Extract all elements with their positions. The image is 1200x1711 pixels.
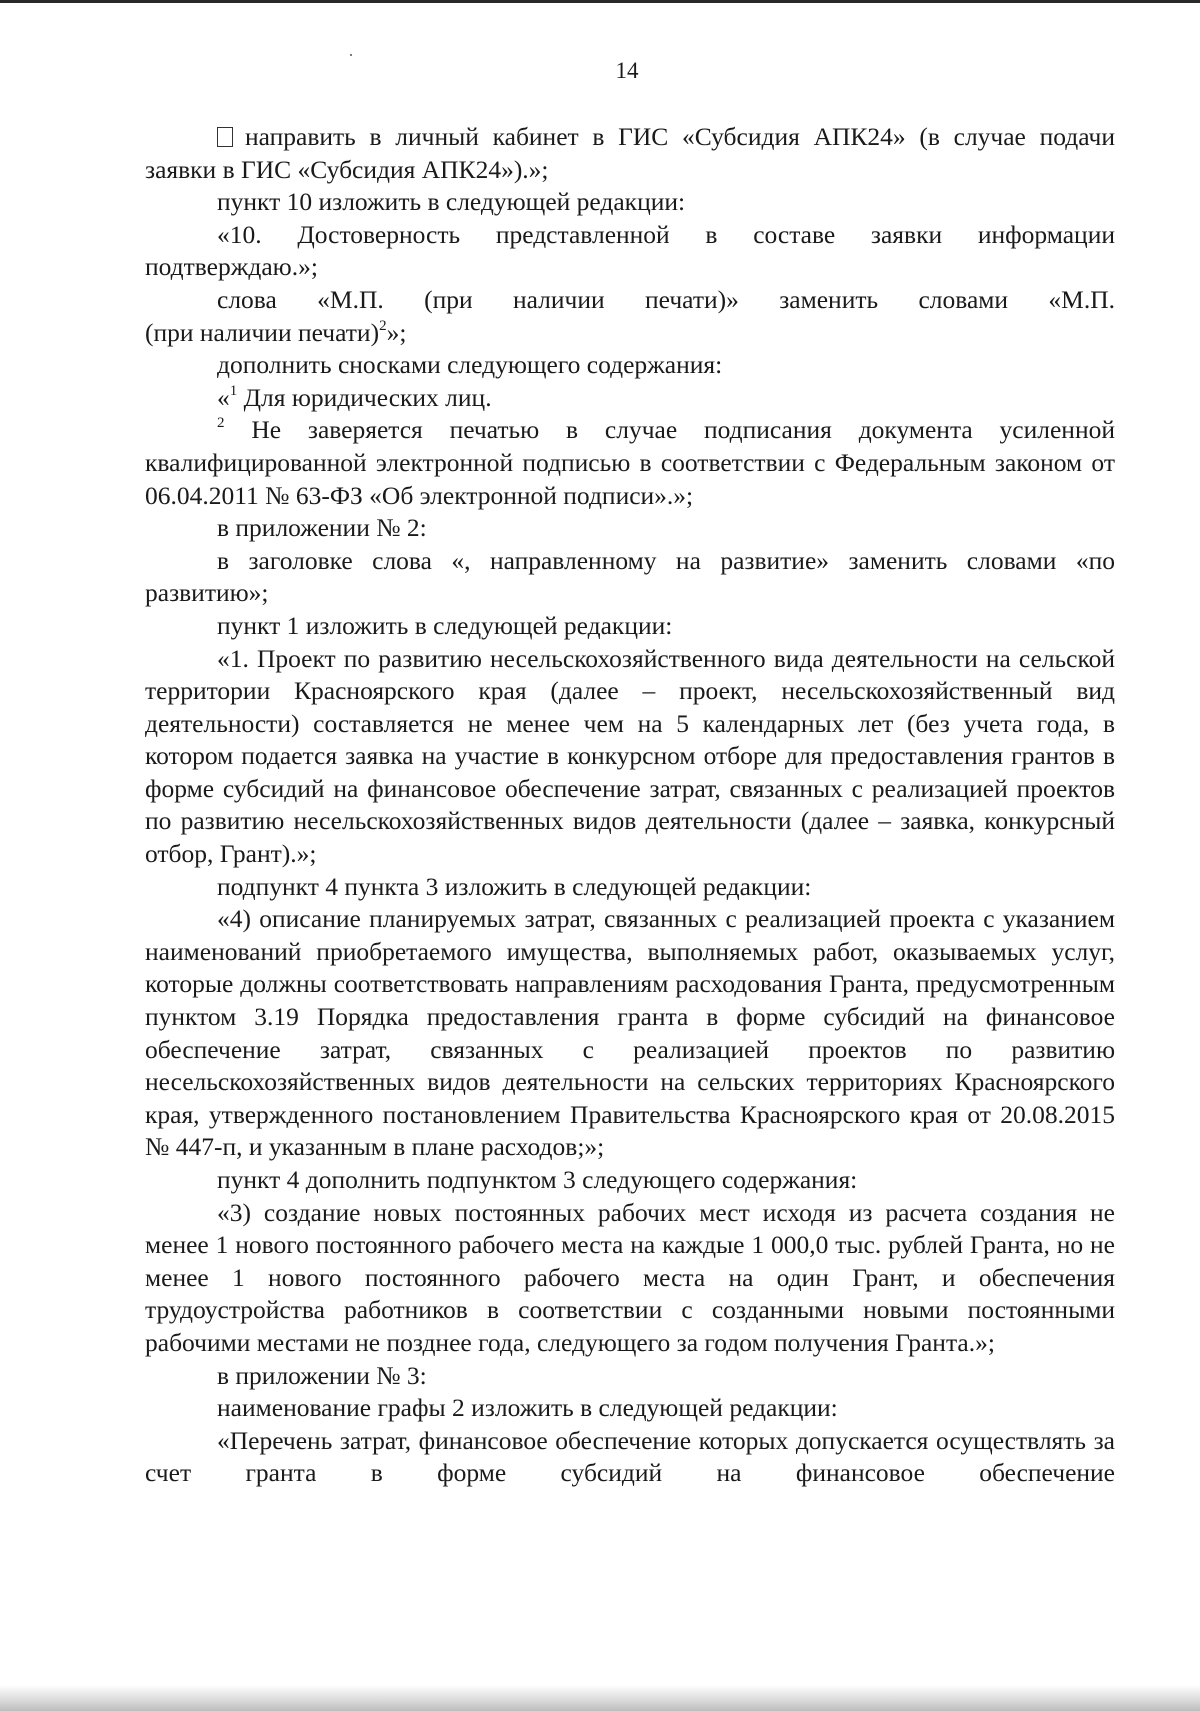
paragraph-appendix-2: в приложении № 2: [217,513,427,543]
paragraph-replace-mp-line1: слова «М.П. (при наличии печати)» заменить словами «М.П. [217,284,1115,314]
paragraph-item-4-add: пункт 4 дополнить подпунктом 3 следующего содержания: [217,1165,858,1194]
scan-bottom-shadow [0,1685,1200,1711]
paragraph-subitem-4-text: «4) описание планируемых затрат, связанных с реализацией проекта с указанием наименований приобретаемого имущества, выполняемых работ, оказываемых услуг, которые должны соответствовать направлениям расходования Гранта, предусмотренным пунктом 3.19 Порядка предоставления гранта в форме субсидий на финансовое обеспечение затрат, связанных с реализацией проектов по развитию несельскохозяйственных видов деятельности на сельских территориях Красноярского края, утвержденного постановлением Правительства Красноярского края от 20.08.2015 № 447-п, и указанным в плане расходов;»; [145,904,1115,1162]
paragraph-text: (при наличии печати) [145,317,380,347]
paragraph-footnote-1 [145,382,1115,415]
paragraph-column-2-heading: наименование графы 2 изложить в следующей редакции: [217,1393,838,1423]
paragraph-heading-replace: в заголовке слова «, направленному на развитие» заменить словами «по развитию»; [145,545,1115,608]
paragraph-subitem-4-heading: подпункт 4 пункта 3 изложить в следующей редакции: [217,871,812,901]
paragraph-cost-list: «Перечень затрат, финансовое обеспечение которых допускается осуществлять за счет гранта в форме субсидий на финансовое обеспечение [145,1425,1115,1488]
paragraph-text: направить в личный кабинет в ГИС «Субсидия АПК24» (в случае подачи заявки в ГИС «Субсидия АПК24»).»; [145,122,1115,184]
page-number: 14 [615,58,639,83]
paragraph-item-1-text: «1. Проект по развитию несельскохозяйственного вида деятельности на сельской территории Красноярского края (далее – проект, несельскохозяйственный вид деятельности) составляется не менее чем на 5 календарных лет (без учета года, в котором подается заявка на участие в конкурсном отборе для предоставления грантов в форме субсидий на финансовое обеспечение затрат, связанных с реализацией проектов по развитию несельскохозяйственных видов деятельности (далее – заявка, конкурсный отбор, Грант).»; [145,643,1115,869]
footnote-mark: 2 [379,317,387,334]
footnote-mark: 2 [217,415,225,432]
paragraph-appendix-3: в приложении № 3: [217,1360,427,1390]
quote-mark: « [217,382,230,412]
paragraph-send-to-cabinet [145,121,1115,186]
paragraph-add-footnotes: дополнить сносками следующего содержания: [217,350,723,380]
paragraph-text: »; [386,317,407,347]
paragraph-subitem-3-text: «3) создание новых постоянных рабочих мест исходя из расчета создания не менее 1 нового постоянного рабочего места на каждые 1 000,0 тыс. рублей Гранта, но не менее 1 нового постоянного рабочего места на один Грант, и обеспечения трудоустройства работников в соответствии с созданными новыми постоянными рабочими местами не позднее года, следующего за годом получения Гранта.»; [145,1197,1115,1357]
checkbox-icon [217,127,233,147]
paragraph-item-1-heading: пункт 1 изложить в следующей редакции: [217,610,673,640]
paragraph-item-10-text: «10. Достоверность представленной в составе заявки информации подтверждаю.»; [145,219,1115,282]
paragraph-replace-mp-line2 [145,317,1115,350]
paragraph-item-10-heading: пункт 10 изложить в следующей редакции: [217,187,686,217]
footnote-mark: 1 [229,382,238,399]
scan-top-edge [0,0,1200,3]
paragraph-text: Для юридических лиц. [237,382,492,412]
paragraph-text: Не заверяется печатью в случае подписания документа усиленной квалифицированной электронной подписью в соответствии с Федеральным законом от 06.04.2011 № 63-ФЗ «Об электронной подписи».»; [145,415,1115,510]
document-body [145,121,1115,1490]
paragraph-footnote-2 [145,414,1115,512]
